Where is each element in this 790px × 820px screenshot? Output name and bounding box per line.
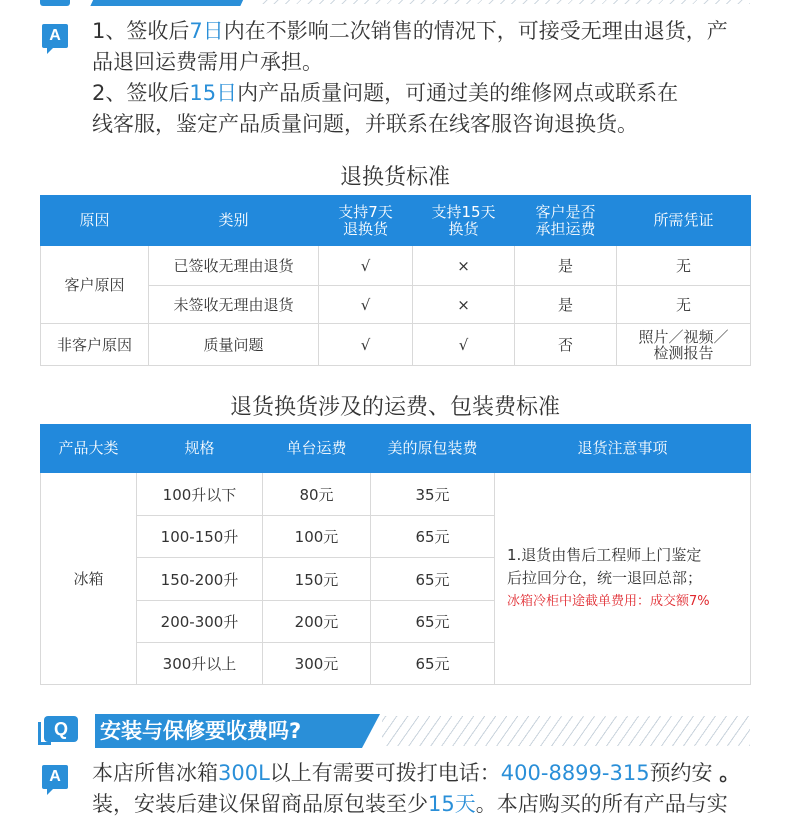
top-q-badge	[40, 0, 70, 6]
header-15day: 支持15天 换货	[413, 196, 515, 246]
return-notes: 1.退货由售后工程师上门鉴定 后拉回分仓，统一退回总部； 冰箱冷柜中途截单费用：成交额7%	[495, 473, 751, 685]
return-policy-text: 1、签收后7日内在不影响二次销售的情况下，可接受无理由退货，产 品退回运费需用户承担。 2、签收后15日内产品质量问题，可通过美的维修网点或联系在 线客服，鉴定产品质量问题，并联系在线客服咨询退换货。	[92, 19, 728, 136]
table-row: 200-300升 200元 65元	[41, 601, 751, 643]
freight-standard-table	[40, 424, 751, 685]
table-row: 未签收无理由退货 √ × 是 无	[41, 286, 751, 324]
table-row: 100-150升 100元 65元	[41, 516, 751, 558]
q-section-title: 安装与保修要收费吗?	[100, 719, 302, 743]
table-row: 客户原因 已签收无理由退货 √ × 是 无	[41, 246, 751, 286]
header-unit-freight: 单台运费	[263, 425, 371, 473]
q-hatch-decoration	[382, 716, 750, 746]
answer-badge-icon: A	[42, 765, 68, 789]
reason-customer: 客户原因	[41, 246, 149, 324]
table-row: 300升以上 300元 65元	[41, 643, 751, 685]
freight-standard-title: 退货换货涉及的运费、包装费标准	[229, 395, 560, 420]
table-row: 150-200升 150元 65元	[41, 558, 751, 601]
header-packaging: 美的原包装费	[371, 425, 495, 473]
table-row: 冰箱 100升以下 80元 35元 1.退货由售后工程师上门鉴定 后拉回分仓，统一退回总部； 冰箱冷柜中途截单费用：成交额7%	[41, 473, 751, 516]
header-freight: 客户是否 承担运费	[515, 196, 617, 246]
header-product-type: 产品大类	[41, 425, 137, 473]
category-fridge: 冰箱	[41, 473, 137, 685]
header-notes: 退货注意事项	[495, 425, 751, 473]
header-spec: 规格	[137, 425, 263, 473]
install-warranty-text: 本店所售冰箱300L以上有需要可拨打电话：400-8899-315预约安 。 装，安装后建议保留商品原包装至少15天。本店购买的所有产品与实	[92, 761, 741, 816]
table-row: 非客户原因 质量问题 √ √ 否 照片／视频／ 检测报告	[41, 324, 751, 366]
header-7day: 支持7天 退换货	[319, 196, 413, 246]
top-hatch-decoration	[260, 0, 750, 4]
header-proof: 所需凭证	[617, 196, 751, 246]
top-section-banner	[90, 0, 249, 6]
question-badge-icon: Q	[44, 716, 78, 742]
header-category: 类别	[149, 196, 319, 246]
answer-badge-icon: A	[42, 24, 68, 48]
header-reason: 原因	[41, 196, 149, 246]
exchange-standard-table	[40, 195, 751, 366]
exchange-standard-title: 退换货标准	[339, 165, 450, 190]
